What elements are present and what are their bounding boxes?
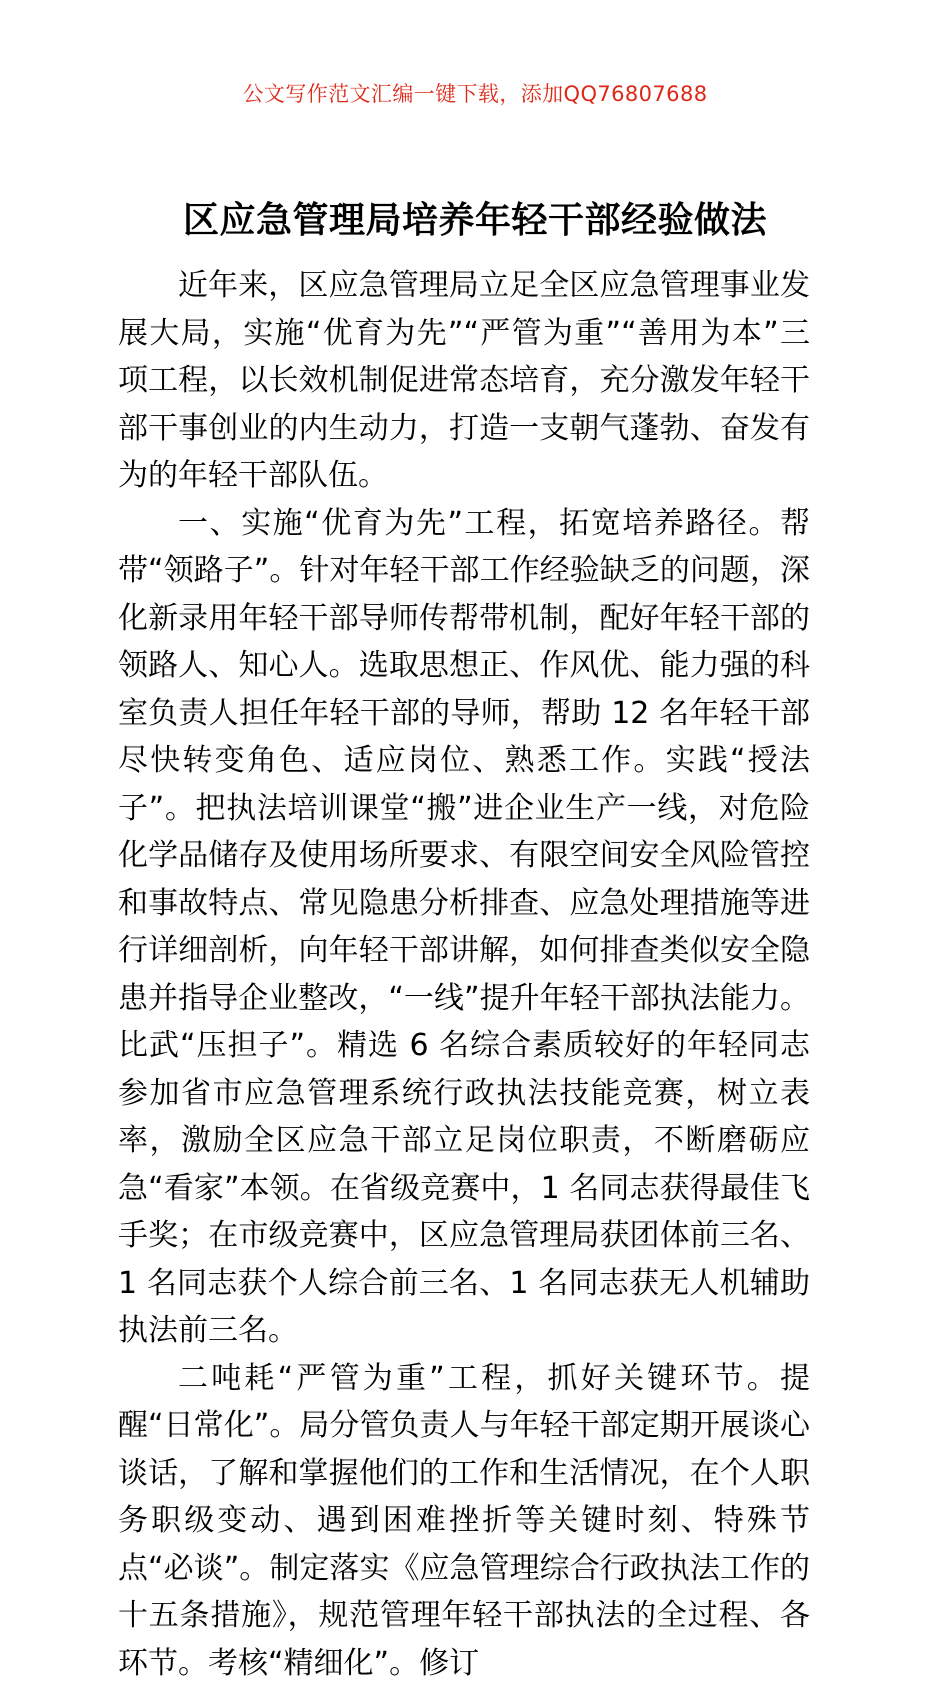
paragraph-intro: 近年来，区应急管理局立足全区应急管理事业发展大局，实施“优育为先”“严管为重”“善用为本”三项工程，以长效机制促进常态培育，充分激发年轻干部干事创业的内生动力，打造一支朝气蓬勃、奋发有为的年轻干部队伍。 <box>118 262 810 500</box>
paragraph-section-two: 二吨耗“严管为重”工程，抓好关键环节。提醒“日常化”。局分管负责人与年轻干部定期开展谈心谈话，了解和掌握他们的工作和生活情况，在个人职务职级变动、遇到困难挫折等关键时刻、特殊节点“必谈”。制定落实《应急管理综合行政执法工作的十五条措施》，规范管理年轻干部执法的全过程、各环节。考核“精细化”。修订 <box>118 1355 810 1687</box>
promo-header-text: 公文写作范文汇编一键下载，添加QQ76807688 <box>0 80 950 108</box>
page-title: 区应急管理局培养年轻干部经验做法 <box>0 196 950 246</box>
paragraph-section-one: 一、实施“优育为先”工程，拓宽培养路径。帮带“领路子”。针对年轻干部工作经验缺乏的问题，深化新录用年轻干部导师传帮带机制，配好年轻干部的领路人、知心人。选取思想正、作风优、能力强的科室负责人担任年轻干部的导师，帮助 12 名年轻干部尽快转变角色、适应岗位、熟悉工作。实践“授法子”。把执法培训课堂“搬”进企业生产一线，对危险化学品储存及使用场所要求、有限空间安全风险管控和事故特点、常见隐患分析排查、应急处理措施等进行详细剖析，向年轻干部讲解，如何排查类似安全隐患并指导企业整改，“一线”提升年轻干部执法能力。比武“压担子”。精选 6 名综合素质较好的年轻同志参加省市应急管理系统行政执法技能竞赛，树立表率，激励全区应急干部立足岗位职责，不断磨砺应急“看家”本领。在省级竞赛中，1 名同志获得最佳飞手奖；在市级竞赛中，区应急管理局获团体前三名、1 名同志获个人综合前三名、1 名同志获无人机辅助执法前三名。 <box>118 500 810 1355</box>
document-body <box>118 262 810 1687</box>
